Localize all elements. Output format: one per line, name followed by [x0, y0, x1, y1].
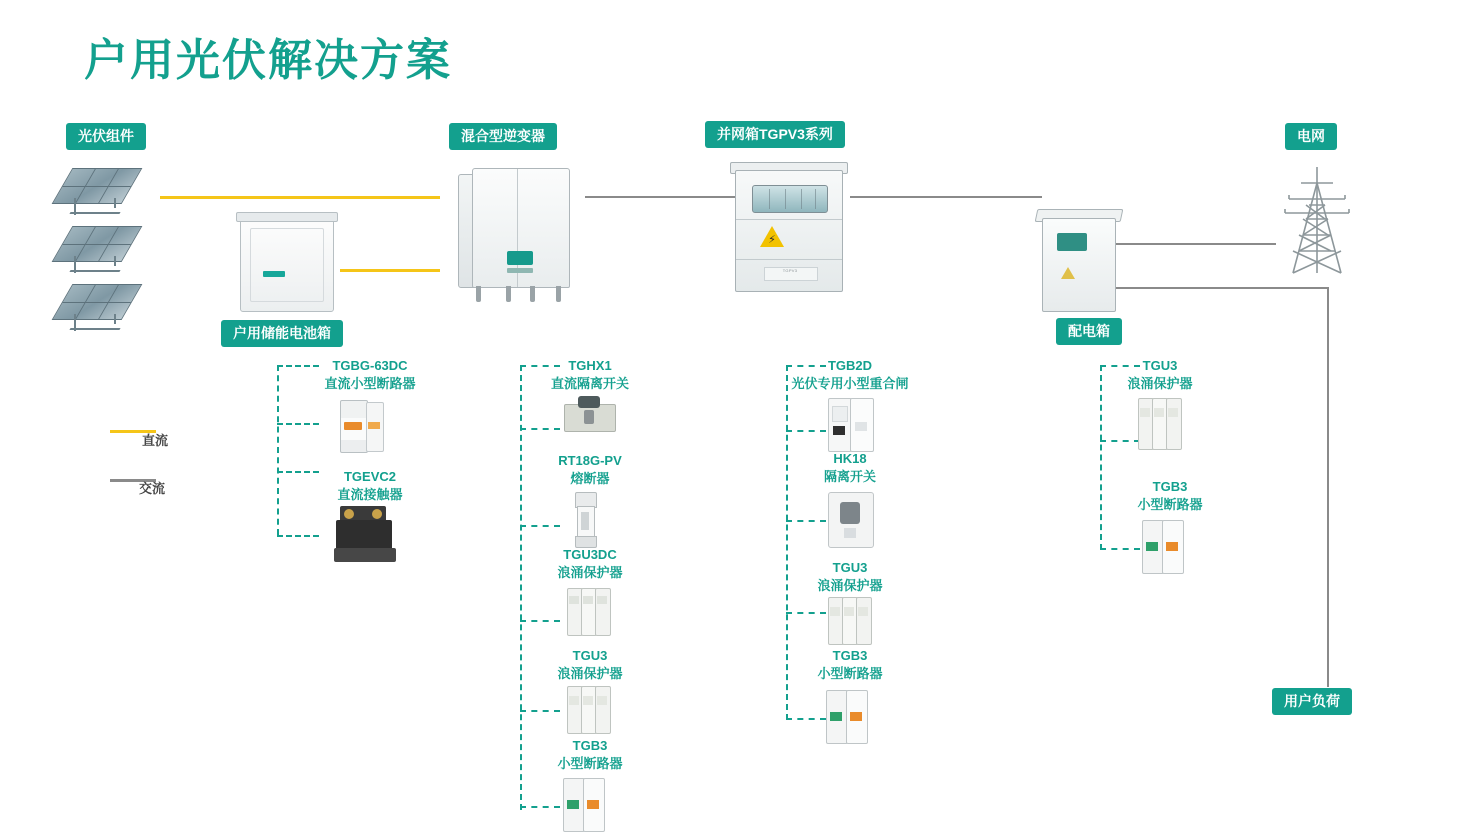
device-caption-tgu3-gridbox	[760, 559, 940, 594]
device-desc: 直流隔离开关	[550, 375, 629, 391]
device-caption-rt18gpv	[510, 452, 670, 487]
device-caption-tgevc2	[290, 468, 450, 503]
diagram-canvas: 户用光伏解决方案 光伏组件 混合型逆变器 并网箱TGPV3系列 电网 户用储能电池箱 配电箱 用户负荷 直流 交流 ⚡ TGPV3 TGBG-63DC 直流小型断路器 TGEVC2 直流接触器 TGHX1 直流隔离开关 RT18G-PV 熔断器 TGU3DC 浪涌保护器 TGU3 浪涌保护器 TGB3 小型断路器 TGB2D 光伏专用小型重合闸 HK18 隔离开关 TGU3 浪涌保护器 TGB3 小型断路器 TGU3 浪涌保护器 TGB3 小型断路器	[0, 0, 1478, 831]
wire-ac-distribution-to-grid	[1116, 243, 1276, 245]
dash-inv-4	[520, 620, 560, 622]
wire-ac-gridbox-to-distribution	[850, 196, 1042, 198]
device-caption-hk18	[760, 450, 940, 485]
dash-db-3	[1100, 548, 1140, 550]
device-desc: 隔离开关	[823, 468, 876, 484]
device-model: TGB3	[572, 738, 608, 753]
device-desc: 小型断路器	[557, 755, 623, 771]
dash-battery-trunk	[277, 365, 279, 535]
dash-gb-5	[786, 718, 826, 720]
pv-panel-1	[62, 168, 132, 204]
wire-dc-pv-to-inverter	[160, 196, 440, 199]
legend-dc-label: 直流	[142, 433, 169, 448]
page-title: 户用光伏解决方案	[84, 36, 452, 85]
wire-ac-inverter-to-gridbox	[585, 196, 735, 198]
dash-gb-3	[786, 520, 826, 522]
dash-battery-1b	[277, 423, 319, 425]
device-caption-tgu3-inverter	[510, 647, 670, 682]
dash-inv-5	[520, 710, 560, 712]
tag-hybrid-inverter: 混合型逆变器	[449, 123, 557, 150]
device-desc: 光伏专用小型重合闸	[791, 375, 909, 391]
device-model: TGB3	[832, 648, 868, 663]
transmission-tower-icon	[1275, 165, 1359, 275]
dash-gb-2	[786, 430, 826, 432]
battery-cabinet	[240, 218, 334, 312]
device-caption-tgb3-inverter	[510, 737, 670, 772]
tag-power-grid: 电网	[1285, 123, 1337, 150]
device-desc: 浪涌保护器	[557, 564, 623, 580]
device-model: HK18	[833, 451, 867, 466]
device-caption-tgbg63dc	[290, 357, 450, 392]
pv-panel-3	[62, 284, 132, 320]
dash-inv-6	[520, 806, 560, 808]
dash-distribution-trunk	[1100, 365, 1102, 550]
tag-grid-box: 并网箱TGPV3系列	[705, 121, 845, 148]
device-caption-tghx1	[510, 357, 670, 392]
device-desc: 直流小型断路器	[324, 375, 416, 391]
device-desc: 熔断器	[570, 470, 610, 486]
dash-gb-4	[786, 612, 826, 614]
device-model: TGU3	[572, 648, 608, 663]
wire-dc-battery-to-inverter	[340, 269, 440, 272]
wire-ac-distribution-to-load-h	[1116, 287, 1329, 289]
tag-distribution-box: 配电箱	[1056, 318, 1122, 345]
device-model: TGU3	[832, 560, 868, 575]
dash-inv-2	[520, 428, 560, 430]
tag-pv-module: 光伏组件	[66, 123, 146, 150]
device-model: TGEVC2	[343, 469, 396, 484]
device-desc: 小型断路器	[1137, 496, 1203, 512]
legend-ac-label: 交流	[139, 481, 166, 496]
device-model: RT18G-PV	[558, 453, 622, 468]
tag-battery-box: 户用储能电池箱	[221, 320, 343, 347]
device-caption-tgu3dc	[510, 546, 670, 581]
device-model: TGU3	[1142, 358, 1178, 373]
device-model: TGB3	[1152, 479, 1188, 494]
device-caption-tgb2d	[760, 357, 940, 392]
dash-battery-2b	[277, 535, 319, 537]
device-model: TGB2D	[827, 358, 873, 373]
device-desc: 浪涌保护器	[817, 577, 883, 593]
device-caption-tgb3-gridbox	[760, 647, 940, 682]
device-model: TGBG-63DC	[332, 358, 408, 373]
pv-panel-2	[62, 226, 132, 262]
device-caption-tgu3-distribution	[1080, 357, 1240, 392]
dash-inv-3	[520, 525, 560, 527]
device-model: TGU3DC	[563, 547, 617, 562]
device-model: TGHX1	[568, 358, 612, 373]
device-desc: 小型断路器	[817, 665, 883, 681]
tag-user-load: 用户负荷	[1272, 688, 1352, 715]
device-desc: 浪涌保护器	[557, 665, 623, 681]
wire-ac-distribution-to-load-v	[1327, 287, 1329, 687]
device-desc: 浪涌保护器	[1127, 375, 1193, 391]
device-caption-tgb3-distribution	[1080, 478, 1260, 513]
dash-db-2	[1100, 440, 1140, 442]
device-desc: 直流接触器	[337, 486, 403, 502]
